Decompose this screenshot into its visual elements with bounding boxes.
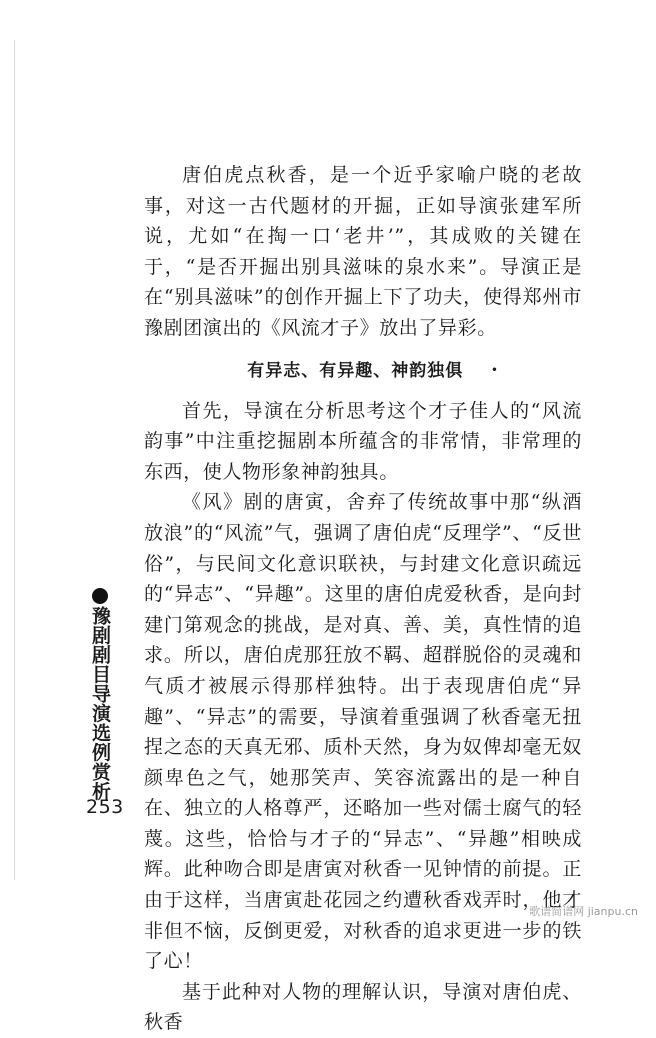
watermark: 歌谱简谱网 jianpu.cn bbox=[529, 905, 638, 918]
paragraph-3: 基于此种对人物的理解认识，导演对唐伯虎、秋香 bbox=[144, 980, 582, 1034]
bullet-icon bbox=[92, 588, 108, 604]
page-edge-line bbox=[14, 40, 15, 880]
body-text bbox=[144, 160, 582, 1038]
paragraph-intro: 唐伯虎点秋香，是一个近乎家喻户晓的老故事，对这一古代题材的开掘，正如导演张建军所说，尤如“在掏一口‘老井’”，其成败的关键在于，“是否开掘出别具滋味的泉水来”。导演正是在“别具滋味”的创作开掘上下了功夫，使得郑州市豫剧团演出的《风流才子》放出了异彩。 bbox=[144, 164, 582, 339]
page-number: 253 bbox=[86, 796, 124, 818]
side-book-title-text: 豫剧剧目导演选例赏析 bbox=[89, 606, 111, 801]
section-heading bbox=[144, 354, 582, 388]
paragraph-1: 首先，导演在分析思考这个才子佳人的“风流韵事”中注重挖掘剧本所蕴含的非常情，非常理的东西，使人物形象神韵独具。 bbox=[144, 399, 582, 483]
side-book-title bbox=[88, 588, 110, 801]
paragraph-2: 《风》剧的唐寅，舍弃了传统故事中那“纵酒放浪”的“风流”气，强调了唐伯虎“反理学”、“反世俗”，与民间文化意识联袂，与封建文化意识疏远的“异志”、“异趣”。这里的唐伯虎爱秋香，是向封建门第观念的挑战，是对真、善、美，真性情的追求。所以，唐伯虎那狂放不羁、超群脱俗的灵魂和气质才被展示得那样独特。出于表现唐伯虎“异趣”、“异志”的需要，导演着重强调了秋香毫无扭捏之态的天真无邪、质朴天然，身为奴俾却毫无奴颜卑色之气，她那笑声、笑容流露出的是一种自在、独立的人格尊严，还略加一些对儒士腐气的轻蔑。这些，恰恰与才子的“异志”、“异趣”相映成辉。此种吻合即是唐寅对秋香一见钟情的前提。正由于这样，当唐寅赴花园之约遭秋香戏弄时，他才非但不恼，反倒更爱，对秋香的追求更进一步的铁了心！ bbox=[144, 491, 582, 973]
heading-dot: • bbox=[491, 364, 499, 376]
section-heading-text: 有异志、有异趣、神韵独俱 bbox=[247, 360, 464, 381]
